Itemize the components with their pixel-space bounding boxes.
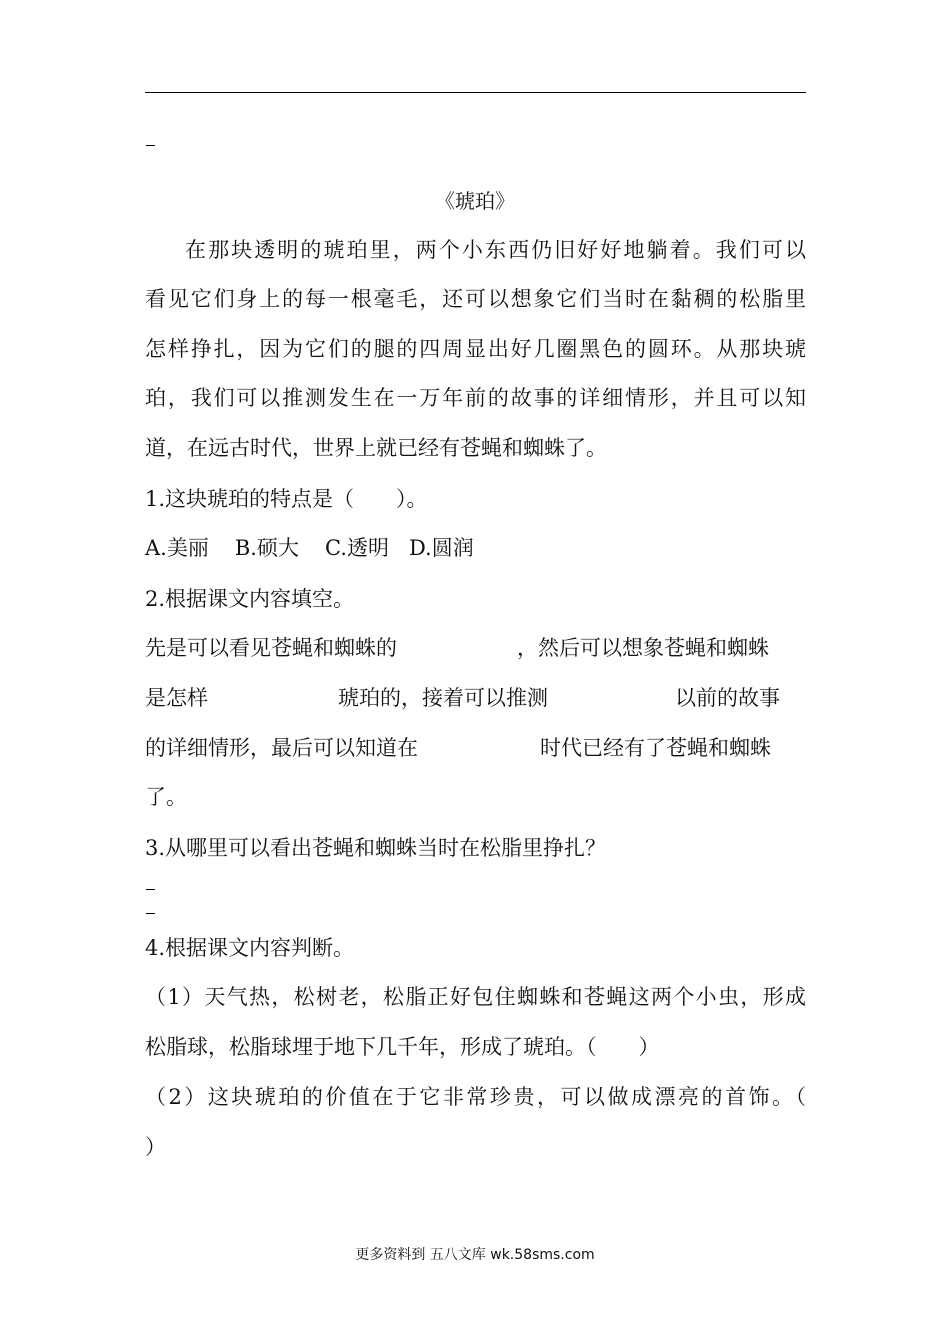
fill-text: 是怎样 [145,686,208,710]
option-d: D.圆润 [408,536,474,560]
answer-mark [146,913,155,914]
judge-item: （2）这块琥珀的价值在于它非常珍贵，可以做成漂亮的首饰。（ [145,1085,806,1109]
fill-text: ，然后可以想象苍蝇和蜘蛛 [517,636,769,660]
fill-text: 琥珀的，接着可以推测 [338,686,548,710]
question-4-stem: 4.根据课文内容判断。 [145,936,355,960]
passage-line: 道，在远古时代，世界上就已经有苍蝇和蜘蛛了。 [145,436,607,460]
blank-mark [146,145,155,146]
fill-text: 时代已经有了苍蝇和蜘蛛 [540,736,771,760]
answer-mark [146,889,155,890]
option-a: A.美丽 [145,536,209,560]
fill-text: 先是可以看见苍蝇和蜘蛛的 [145,636,397,660]
fill-text: 以前的故事 [675,686,780,710]
fill-line [145,682,806,714]
header-rule [145,92,806,93]
judge-item: ） [145,1135,166,1159]
footer-text: 更多资料到 五八文库 wk.58sms.com [355,1247,595,1263]
option-b: B.硕大 [234,536,299,560]
passage-title: 《琥珀》 [435,189,515,213]
fill-line [145,632,806,664]
passage-line: 珀，我们可以推测发生在一万年前的故事的详细情形，并且可以知 [145,386,806,410]
judge-item: （1）天气热，松树老，松脂正好包住蜘蛛和苍蝇这两个小虫，形成 [145,985,806,1009]
fill-line [145,732,806,764]
passage-line: 怎样挣扎，因为它们的腿的四周显出好几圈黑色的圆环。从那块琥 [145,337,806,361]
question-3-stem: 3.从哪里可以看出苍蝇和蜘蛛当时在松脂里挣扎？ [145,836,607,860]
fill-text: 的详细情形，最后可以知道在 [145,736,418,760]
passage-line: 看见它们身上的每一根毫毛，还可以想象它们当时在黏稠的松脂里 [145,287,806,311]
judge-item: 松脂球，松脂球埋于地下几千年，形成了琥珀。（ ） [145,1035,660,1059]
question-1-options [145,532,806,564]
question-1-stem: 1.这块琥珀的特点是（ ）。 [145,487,428,511]
option-c: C.透明 [324,536,389,560]
fill-line: 了。 [145,785,187,809]
passage-line: 在那块透明的琥珀里，两个小东西仍旧好好地躺着。我们可以 [185,238,806,262]
question-2-stem: 2.根据课文内容填空。 [145,587,355,611]
